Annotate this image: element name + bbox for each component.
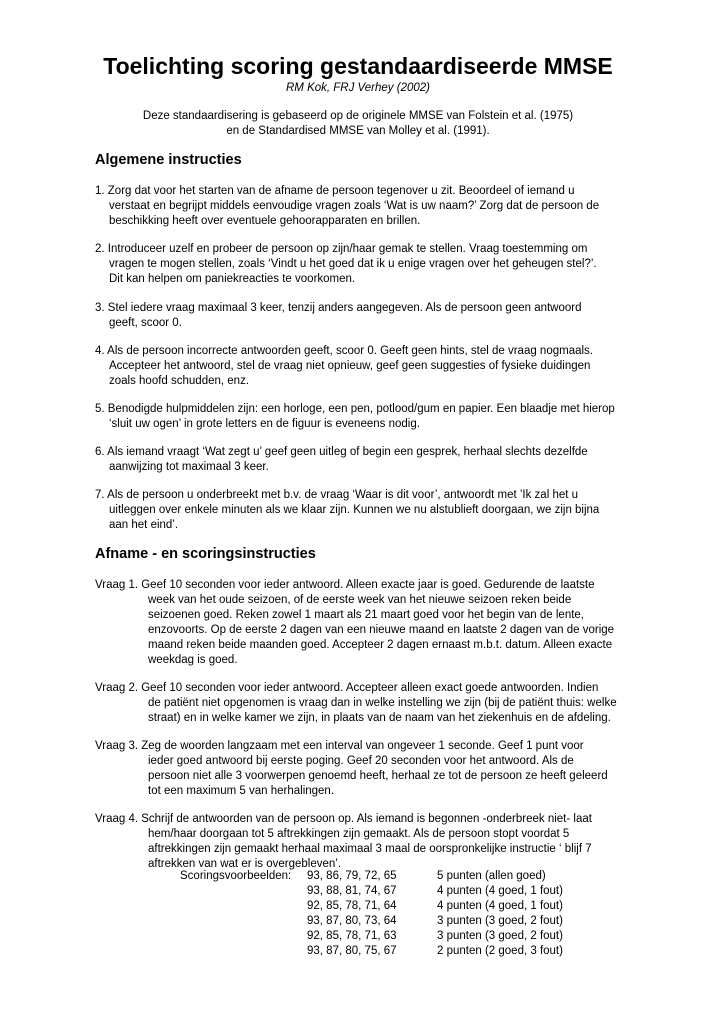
instruction-item-4 xyxy=(95,344,593,389)
item-line: aanwijzing tot maximaal 3 keer. xyxy=(109,461,269,473)
example-sequence: 93, 87, 80, 75, 67 xyxy=(307,945,397,957)
item-line: 4. Als de persoon incorrecte antwoorden geeft, scoor 0. Geeft geen hints, stel de vraag nogmaals. xyxy=(95,345,593,357)
example-sequence: 93, 86, 79, 72, 65 xyxy=(307,870,397,882)
item-line: beschikking heeft over eventuele gehoorapparaten en brillen. xyxy=(109,215,421,227)
item-line: 1. Zorg dat voor het starten van de afname de persoon tegenover u zit. Beoordeel of iemand u xyxy=(95,185,575,197)
question-line: Vraag 1. Geef 10 seconden voor ieder antwoord. Alleen exacte jaar is goed. Gedurende de laatste xyxy=(95,579,595,591)
example-points: 3 punten (3 goed, 2 fout) xyxy=(437,930,563,942)
example-points: 4 punten (4 goed, 1 fout) xyxy=(437,900,563,912)
example-sequence: 92, 85, 78, 71, 63 xyxy=(307,930,397,942)
item-line: 7. Als de persoon u onderbreekt met b.v. de vraag ‘Waar is dit voor’, antwoordt met ’Ik zal het u xyxy=(95,489,579,501)
question-3 xyxy=(95,739,608,799)
question-line: tot een maximum 5 van herhalingen. xyxy=(148,785,335,797)
question-line: de patiënt niet opgenomen is vraag dan in welke instelling we zijn (bij de patiënt thuis: welke xyxy=(148,697,617,709)
item-line: Dit kan helpen om paniekreacties te voorkomen. xyxy=(109,273,356,285)
item-line: 3. Stel iedere vraag maximaal 3 keer, tenzij anders aangegeven. Als de persoon geen antwoord xyxy=(95,302,582,314)
item-line: Accepteer het antwoord, stel de vraag niet opnieuw, geef geen suggesties of fysieke duidingen xyxy=(109,360,591,372)
instruction-item-7 xyxy=(95,488,599,533)
question-line: Vraag 3. Zeg de woorden langzaam met een interval van ongeveer 1 seconde. Geef 1 punt voor xyxy=(95,740,584,752)
instruction-item-1 xyxy=(95,184,599,229)
examples-label: Scoringsvoorbeelden: xyxy=(180,870,292,882)
example-points: 5 punten (allen goed) xyxy=(437,870,546,882)
question-line: straat) en in welke kamer we zijn, in plaats van de naam van het ziekenhuis en de afdeling. xyxy=(148,712,611,724)
item-line: vragen te mogen stellen, zoals ‘Vindt u het goed dat ik u enige vragen over het geheugen stel?’. xyxy=(109,258,597,270)
item-line: 2. Introduceer uzelf en probeer de persoon op zijn/haar gemak te stellen. Vraag toestemming om xyxy=(95,243,588,255)
item-line: aan het eind’. xyxy=(109,519,179,531)
question-line: week van het oude seizoen, of de eerste week van het nieuwe seizoen reken beide xyxy=(148,594,572,606)
intro-line: Deze standaardisering is gebaseerd op de originele MMSE van Folstein et al. (1975) xyxy=(142,110,574,122)
question-line: ieder goed antwoord bij eerste poging. Geef 20 seconden voor het antwoord. Als de xyxy=(148,755,574,767)
document-title: Toelichting scoring gestandaardiseerde MMSE xyxy=(103,53,613,79)
example-points: 2 punten (2 goed, 3 fout) xyxy=(437,945,563,957)
scoring-examples xyxy=(0,869,716,969)
intro-line: en de Standardised MMSE van Molley et al. (1991). xyxy=(226,125,490,137)
question-line: hem/haar doorgaan tot 5 aftrekkingen zijn gemaakt. Als de persoon stopt voordat 5 xyxy=(148,828,570,840)
instruction-item-3 xyxy=(95,301,582,331)
section-heading-scoring: Afname - en scoringsinstructies xyxy=(95,546,316,562)
question-line: weekdag is goed. xyxy=(148,654,238,666)
question-line: aftrekken van wat er is overgebleven’. xyxy=(148,858,342,870)
question-line: enzovoorts. Op de eerste 2 dagen van een nieuwe maand en laatste 2 dagen van de vorige xyxy=(148,624,615,636)
section-heading-general: Algemene instructies xyxy=(95,152,242,168)
item-line: 5. Benodigde hulpmiddelen zijn: een horloge, een pen, potlood/gum en papier. Een blaadje met hierop xyxy=(95,403,615,415)
question-4 xyxy=(95,812,592,872)
example-points: 4 punten (4 goed, 1 fout) xyxy=(437,885,563,897)
instruction-item-6 xyxy=(95,445,588,475)
question-1 xyxy=(95,578,614,668)
instruction-item-5 xyxy=(95,402,615,432)
question-2 xyxy=(95,681,617,726)
example-sequence: 92, 85, 78, 71, 64 xyxy=(307,900,397,912)
question-line: persoon niet alle 3 voorwerpen genoemd heeft, herhaal ze tot de persoon ze heeft geleerd xyxy=(148,770,608,782)
example-points: 3 punten (3 goed, 2 fout) xyxy=(437,915,563,927)
item-line: uitleggen over enkele minuten als we klaar zijn. Kunnen we nu alstublieft doorgaan, we zijn bijna xyxy=(109,504,600,516)
item-line: geeft, scoor 0. xyxy=(109,317,182,329)
example-sequence: 93, 88, 81, 74, 67 xyxy=(307,885,397,897)
example-sequence: 93, 87, 80, 73, 64 xyxy=(307,915,397,927)
item-line: zoals hoofd schudden, enz. xyxy=(109,375,250,387)
item-line: 6. Als iemand vraagt ‘Wat zegt u’ geef geen uitleg of begin een gesprek, herhaal slechts dezelfde xyxy=(95,446,588,458)
document-authors: RM Kok, FRJ Verhey (2002) xyxy=(285,82,430,94)
instruction-item-2 xyxy=(95,242,597,287)
item-line: ‘sluit uw ogen’ in grote letters en de figuur is eveneens nodig. xyxy=(109,418,420,430)
question-line: aftrekkingen zijn gemaakt herhaal maximaal 3 maal de oorspronkelijke instructie ‘ blijf 7 xyxy=(148,843,592,855)
document-intro xyxy=(0,109,716,139)
question-line: Vraag 4. Schrijf de antwoorden van de persoon op. Als iemand is begonnen -onderbreek niet- laat xyxy=(95,813,592,825)
question-line: maand reken beide maanden goed. Accepteer 2 dagen ernaast m.b.t. datum. Alleen exacte xyxy=(148,639,613,651)
item-line: verstaat en begrijpt middels eenvoudige vragen zoals ‘Wat is uw naam?’ Zorg dat de persoon de xyxy=(109,200,600,212)
question-line: seizoenen goed. Reken zowel 1 maart als 21 maart goed voor het begin van de lente, xyxy=(148,609,585,621)
question-line: Vraag 2. Geef 10 seconden voor ieder antwoord. Accepteer alleen exact goede antwoorden. Indien xyxy=(95,682,599,694)
